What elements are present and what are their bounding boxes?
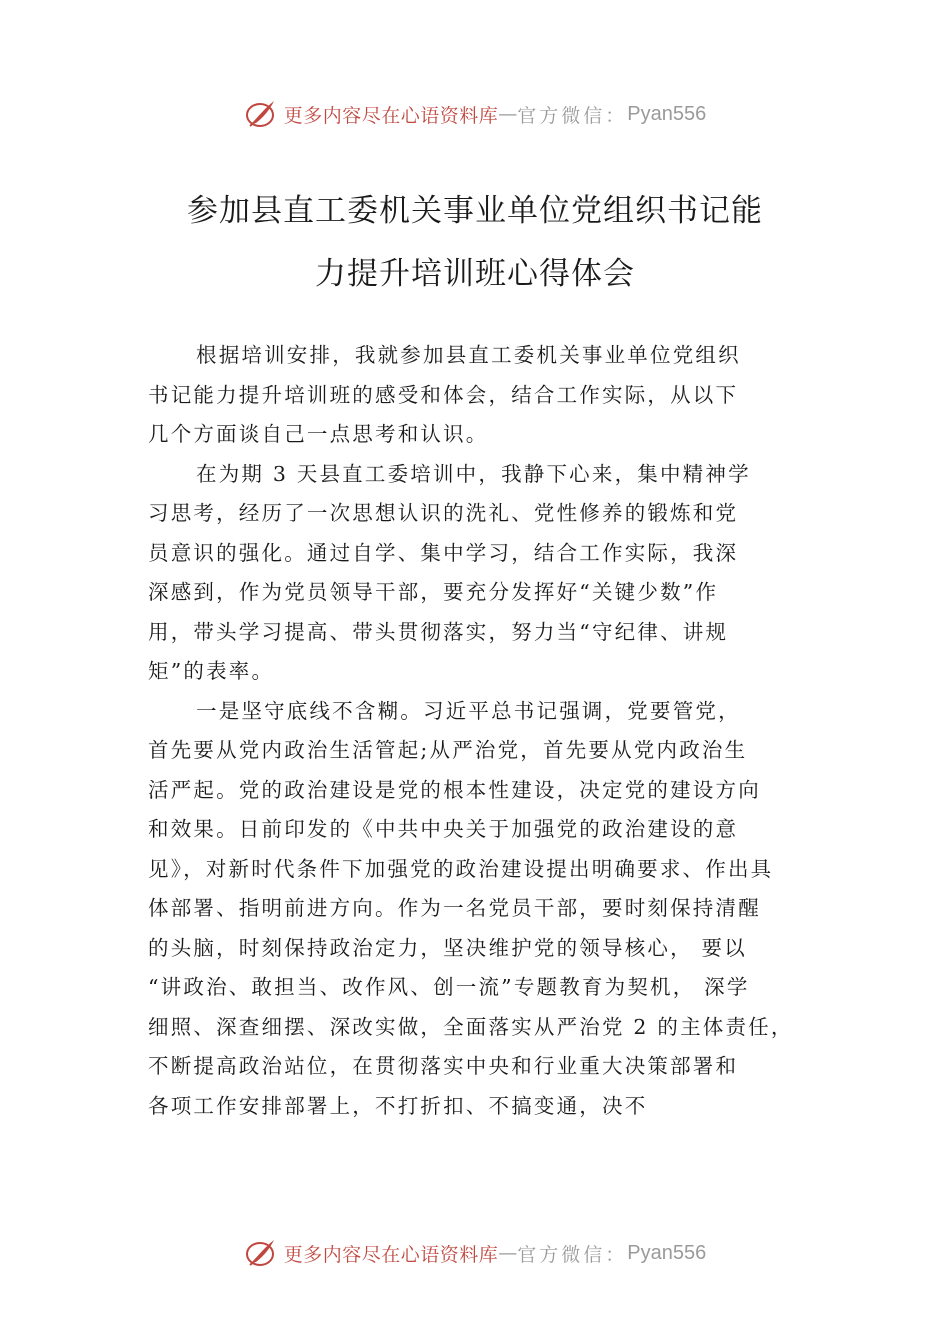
banner-separator: — — [498, 1242, 518, 1264]
banner-wechat-label: 官方微信： — [517, 104, 628, 127]
paragraph-line: “讲政治、敢担当、改作风、创一流”专题教育为契机， 深学 — [148, 975, 750, 999]
banner-wechat-id: Pyan556 — [627, 102, 707, 125]
quill-pen-logo-icon — [244, 97, 278, 131]
paragraph-line: 员意识的强化。通过自学、集中学习，结合工作实际，我深 — [148, 540, 739, 565]
paragraph-line: 根据培训安排，我就参加县直工委机关事业单位党组织 — [196, 343, 741, 367]
paragraph-line: 书记能力提升培训班的感受和体会，结合工作实际，从以下 — [148, 382, 739, 407]
document-body — [148, 336, 838, 1126]
document-title-line-2: 力提升培训班心得体会 — [315, 256, 635, 292]
header-banner — [0, 94, 950, 134]
paragraph-line: 矩”的表率。 — [148, 659, 275, 683]
paragraph-line: 体部署、指明前进方向。作为一名党员干部，要时刻保持清醒 — [148, 896, 761, 920]
paragraph-line: 不断提高政治站位，在贯彻落实中央和行业重大决策部署和 — [148, 1054, 739, 1078]
paragraph-line: 在为期 3 天县直工委培训中，我静下心来，集中精神学 — [196, 461, 751, 486]
paragraph-line: 习思考，经历了一次思想认识的洗礼、党性修养的锻炼和党 — [148, 501, 739, 525]
paragraph-line: 一是坚守底线不含糊。习近平总书记强调，党要管党， — [196, 698, 741, 723]
paragraph-line: 用，带头学习提高、带头贯彻落实，努力当“守纪律、讲规 — [148, 619, 729, 644]
paragraph-line: 和效果。日前印发的《中共中央关于加强党的政治建设的意 — [148, 817, 739, 841]
paragraph-line: 首先要从党内政治生活管起;从严治党，首先要从党内政治生 — [148, 738, 748, 762]
paragraph-line: 细照、深查细摆、深改实做，全面落实从严治党 2 的主体责任， — [148, 1014, 794, 1039]
banner-wechat-label: 官方微信： — [517, 1243, 628, 1266]
paragraph-line: 活严起。党的政治建设是党的根本性建设，决定党的建设方向 — [148, 777, 761, 802]
document-title-line-1: 参加县直工委机关事业单位党组织书记能 — [187, 193, 763, 229]
banner-brand-text: 更多内容尽在心语资料库 — [283, 104, 499, 127]
banner-separator: — — [498, 103, 518, 125]
paragraph-line: 深感到，作为党员领导干部，要充分发挥好“关键少数”作 — [148, 580, 719, 604]
banner-brand-text: 更多内容尽在心语资料库 — [283, 1243, 499, 1266]
paragraph-line: 各项工作安排部署上，不打折扣、不搞变通，决不 — [148, 1093, 648, 1118]
footer-banner — [0, 1233, 950, 1273]
paragraph-line: 几个方面谈自己一点思考和认识。 — [148, 422, 489, 446]
banner-wechat-id: Pyan556 — [627, 1241, 707, 1264]
paragraph-line: 的头脑，时刻保持政治定力，坚决维护党的领导核心， 要以 — [148, 935, 747, 960]
quill-pen-logo-icon — [244, 1236, 278, 1270]
paragraph-line: 见》，对新时代条件下加强党的政治建设提出明确要求、作出具 — [148, 856, 774, 881]
